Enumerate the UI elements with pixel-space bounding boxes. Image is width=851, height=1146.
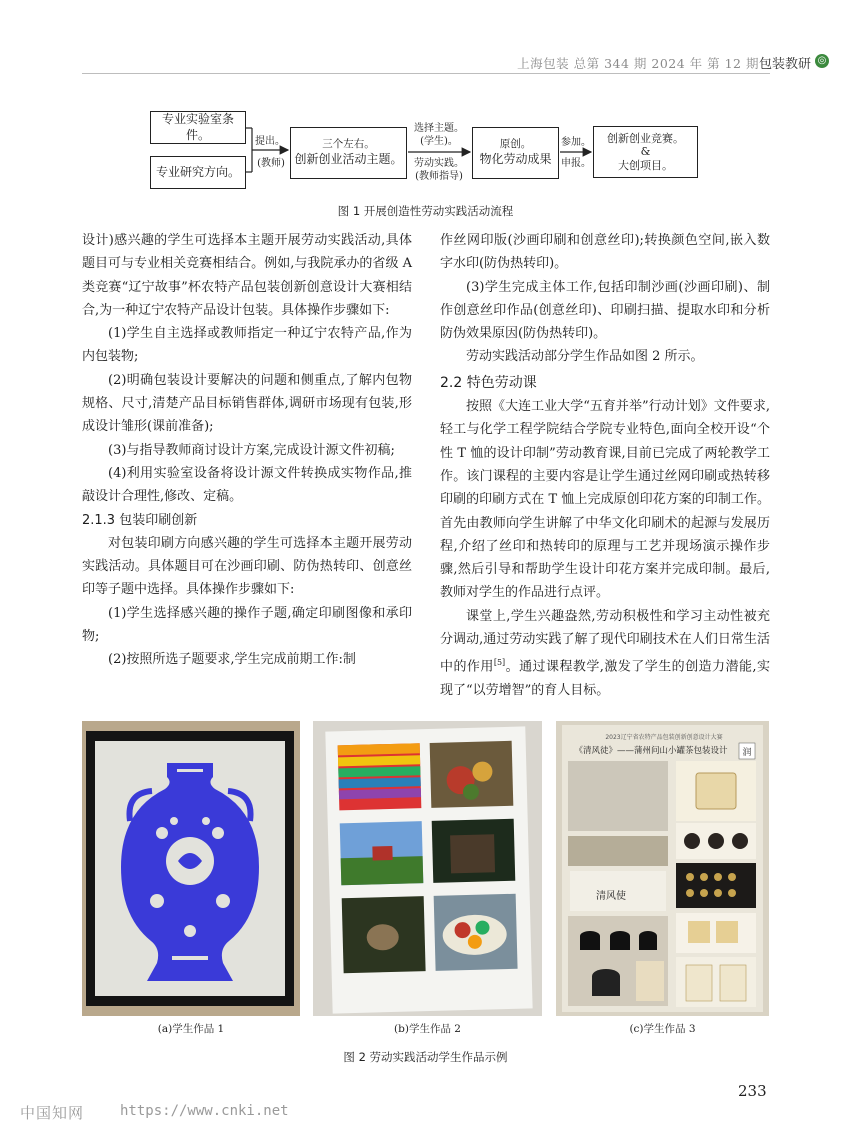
paragraph: (1)学生自主选择或教师指定一种辽宁农特产品,作为内包装物; [82, 326, 412, 365]
labor-practice-label: 劳动实践。 (教师指导) [414, 158, 464, 182]
figure-2-caption: 图 2 劳动实践活动学生作品示例 [343, 1050, 508, 1064]
section-title: 包装教研 [758, 57, 811, 72]
select-theme-label: 选择主题。 (学生)。 [414, 123, 464, 147]
cnki-watermark: 中国知网 [20, 1104, 85, 1122]
paragraph: (1)学生选择感兴趣的操作子题,确定印刷图像和承印物; [82, 605, 412, 645]
propose-label: 提出。 [255, 136, 285, 147]
figure-1-caption: 图 1 开展创造性劳动实践活动流程 [337, 204, 514, 218]
lab-conditions-box: 专业实验室条件。 [150, 111, 246, 144]
paragraph: (3)学生完成主体工作,包括印制沙画(沙画印刷)、制作创意丝印作品(创意丝印)、印刷扫描、提取水印和分析防伪效果原因(防伪热转印)。 [440, 279, 770, 342]
paragraph: 对包装印刷方向感兴趣的学生可选择本主题开展劳动实践活动。具体题目可在沙画印刷、防伪热转印、创意丝印等子题中选择。具体操作步骤如下: [82, 535, 412, 598]
caption-student-work-1: (a)学生作品 1 [157, 1023, 225, 1035]
caption-student-work-3: (c)学生作品 3 [629, 1023, 696, 1035]
paragraph: 设计)感兴趣的学生可选择本主题开展劳动实践活动,具体题目可与专业相关竞赛相结合。例如,与我院承办的省级 A 类竞赛“辽宁故事”杯农特产品包装创新创意设计大赛相结合,为一种辽宁农特产品设计包装。具体操作步骤如下: [82, 233, 412, 318]
research-direction-box: 专业研究方向。 [150, 156, 246, 189]
tea-packaging-poster-image [556, 721, 769, 1016]
printed-photos-sheet-image [313, 721, 542, 1016]
activity-theme-box: 三个左右。 创新创业活动主题。 [290, 127, 407, 179]
section-heading-2-2: 2.2 特色劳动课 [440, 374, 537, 391]
labor-result-box: 原创。 物化劳动成果 [472, 127, 559, 179]
paragraph: 按照《大连工业大学“五育并举”行动计划》文件要求,轻工与化学工程学院结合学院专业特色,面向全校开设“个性 T 恤的设计印制”劳动教育课,目前已完成了两轮教学工作。该门课程的主要内容是让学生通过丝网印刷或热转移印刷的印刷方式在 T 恤上完成原创印花方案的印制工作。首先由教师向学生讲解了中华文化印刷术的起源与发展历程,介绍了丝印和热转印的原理与工艺并现场演示操作步骤,然后引导和帮助学生设计印花方案并完成印制。最后,教师对学生的作品进行点评。 [440, 399, 770, 601]
svg-text:润: 润 [742, 748, 752, 758]
papercut-vase-image [82, 721, 300, 1016]
propose-teacher-label: (教师) [257, 158, 285, 169]
journal-logo-icon: ◎ [815, 54, 829, 68]
photo-student-work-2 [313, 721, 542, 1016]
competition-project-box: 创新创业竞赛。 & 大创项目。 [593, 126, 698, 178]
caption-student-work-2: (b)学生作品 2 [394, 1023, 461, 1035]
paragraph: 劳动实践活动部分学生作品如图 2 所示。 [466, 349, 704, 365]
paragraph: (2)明确包装设计要解决的问题和侧重点,了解内包物规格、尺寸,清楚产品目标销售群体,调研市场现有包装,形成设计雏形(课前准备); [82, 372, 412, 435]
cnki-url-link[interactable]: https://www.cnki.net [120, 1103, 289, 1119]
journal-issue-info: 上海包装 总第 344 期 2024 年 第 12 期 [517, 56, 759, 71]
photo-student-work-3 [556, 721, 769, 1016]
svg-text:清风使: 清风使 [596, 891, 626, 902]
paragraph: (3)与指导教师商讨设计方案,完成设计源文件初稿; [108, 442, 395, 458]
paragraph: 课堂上,学生兴趣盎然,劳动积极性和学习主动性被充分调动,通过劳动实践了解了现代印刷技术在人们日常生活中的作用[5]。通过课程教学,激发了学生的创造力潜能,实现了“以劳增智”的育人目标。 [440, 608, 770, 698]
photo-student-work-1 [82, 721, 300, 1016]
participate-label: 参加。 申报。 [561, 137, 591, 169]
svg-text:《清风徒》——蒲州问山小罐茶包装设计: 《清风徒》——蒲州问山小罐茶包装设计 [574, 746, 728, 756]
citation-ref[interactable]: [5] [493, 658, 506, 668]
svg-text:2023辽宁省农特产品包装创新创意设计大赛: 2023辽宁省农特产品包装创新创意设计大赛 [605, 734, 723, 741]
right-column [440, 229, 770, 702]
paragraph: (2)按照所选子题要求,学生完成前期工作:制 [108, 652, 356, 668]
paragraph: (4)利用实验室设备将设计源文件转换成实物作品,推敲设计合理性,修改、定稿。 [82, 465, 412, 505]
page-number: 233 [738, 1082, 767, 1100]
left-column [82, 229, 412, 672]
paragraph: 作丝网印版(沙画印刷和创意丝印);转换颜色空间,嵌入数字水印(防伪热转印)。 [440, 233, 770, 272]
subsection-heading-2-1-3: 2.1.3 包装印刷创新 [82, 512, 198, 528]
